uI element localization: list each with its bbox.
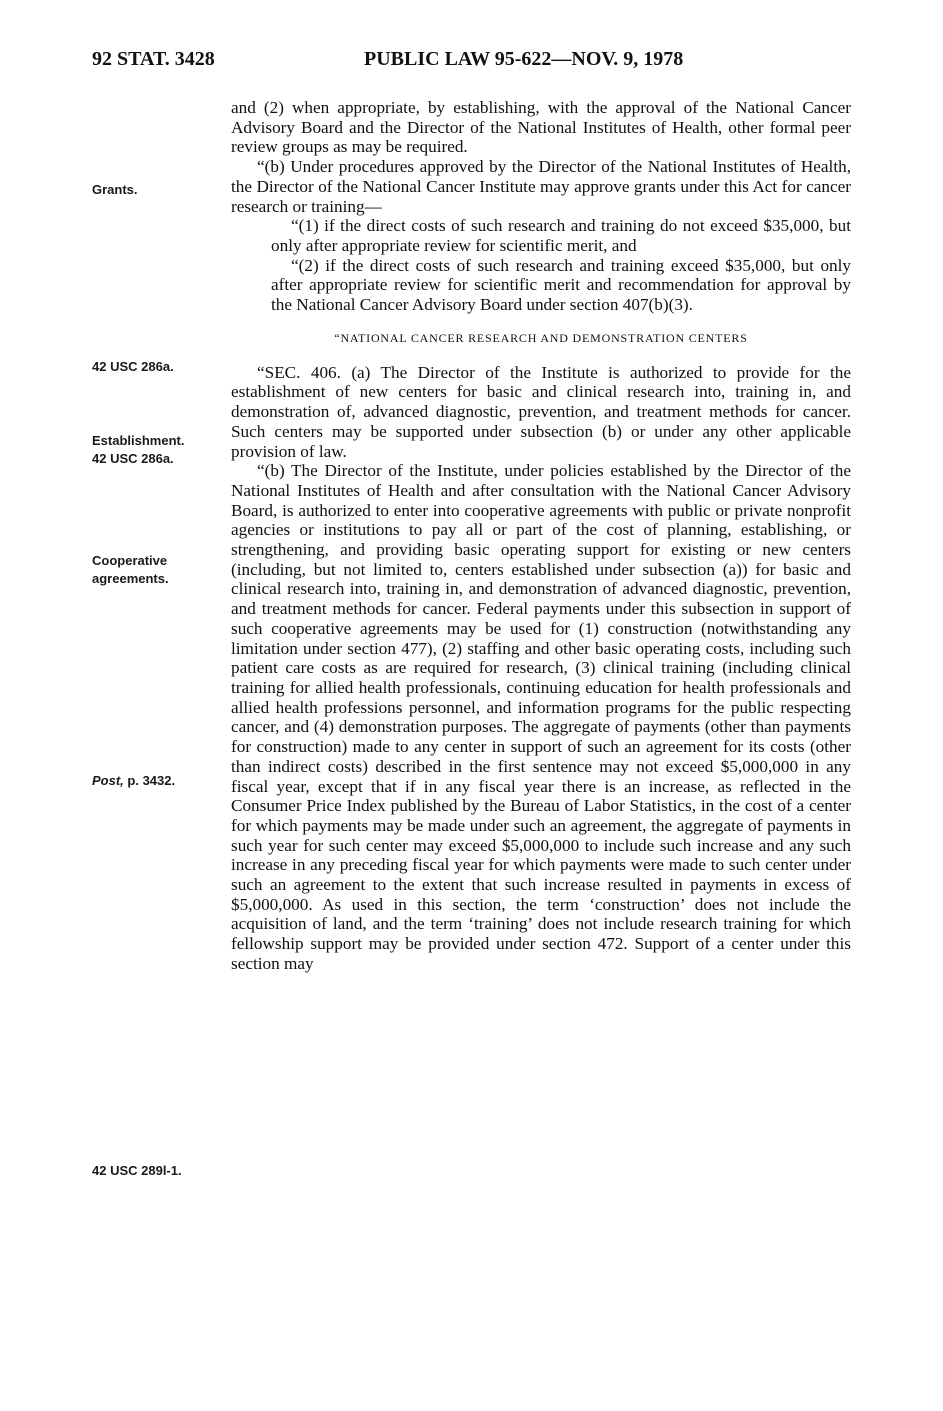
margin-note-usc-286a-establishment: 42 USC 286a. [92,451,174,466]
margin-note-grants: Grants. [92,182,138,197]
margin-note-usc-289l: 42 USC 289l-1. [92,1163,182,1178]
paragraph-grants-b: “(b) Under procedures approved by the Director of the National Institutes of Health, the Director of the National Cancer Institute may approve grants under this Act for cancer research or training— [231,157,851,216]
public-law-title: PUBLIC LAW 95-622—NOV. 9, 1978 [364,48,684,70]
paragraph-sec-406-a: “SEC. 406. (a) The Director of the Institute is authorized to provide for the establishment of new centers for basic and clinical research into, training in, and demonstration of, advanced diagnostic, prevention, and treatment methods for cancer. Such centers may be supported under subsection (b) or under any other applicable provision of law. [231,362,851,461]
page-body [231,98,851,974]
paragraph-sec-406-b: “(b) The Director of the Institute, under policies established by the Director of the National Institutes of Health and after consultation with the National Cancer Advisory Board, is authorized to enter into cooperative agreements with public or private nonprofit agencies or institutions to pay all or part of the cost of planning, establishing, or strengthening, and providing basic operating support for existing or new centers (including, but not limited to, centers established under subsection (a)) for basic and clinical research into, training in, and demonstration of advanced diagnostic, prevention, and treatment methods for cancer. Federal payments under this subsection in support of such cooperative agreements may be used for (1) construction (notwithstanding any limitation under section 477), (2) staffing and other basic operating costs, including such patient care costs as are required for research, (3) clinical training (including clinical training for allied health professionals, continuing education for health professionals and allied health professions personnel, and information programs for the public respecting cancer, and (4) demonstration purposes. The aggregate of payments (other than payments for construction) made to any center in support of such an agreement for its costs (other than indirect costs) described in the first sentence may not exceed $5,000,000 in any fiscal year, except that if in any fiscal year there is an increase, as reflected in the Consumer Price Index published by the Bureau of Labor Statistics, in the cost of a center for which payments may be made under such an agreement, the aggregate of payments in such year for such center may exceed $5,000,000 to include such increase and any such increase in any preceding fiscal year for which payments were made to such center under such an agreement to the extent that such increase resulted in payments in excess of $5,000,000. As used in this section, the term ‘construction’ does not include the acquisition of land, and the term ‘training’ does not include research training for which fellowship support may be provided under section 472. Support of a center under this section may [231,461,851,973]
margin-note-establishment: Establishment. [92,433,185,448]
paragraph-peer-review: and (2) when appropriate, by establishing, with the approval of the National Cancer Advisory Board and the Director of the National Institutes of Health, other formal peer review groups as may be required. [231,98,851,157]
paragraph-grants-b2: “(2) if the direct costs of such research and training exceed $35,000, but only after appropriate review for scientific merit and recommendation for approval by the National Cancer Advisory Board under section 407(b)(3). [271,255,851,315]
post-page: p. 3432. [123,773,176,788]
margin-note-post-reference [92,772,175,789]
paragraph-grants-b1: “(1) if the direct costs of such research and training do not exceed $35,000, but only after appropriate review for scientific merit, and [271,216,851,255]
section-heading: “NATIONAL CANCER RESEARCH AND DEMONSTRATION CENTERS [334,330,748,345]
post-label: Post, [92,773,124,788]
page-header [92,48,852,74]
margin-note-agreements: agreements. [92,571,169,586]
margin-note-usc-286a: 42 USC 286a. [92,359,174,374]
stat-page-number: 92 STAT. 3428 [92,48,215,70]
margin-note-cooperative: Cooperative [92,553,168,568]
